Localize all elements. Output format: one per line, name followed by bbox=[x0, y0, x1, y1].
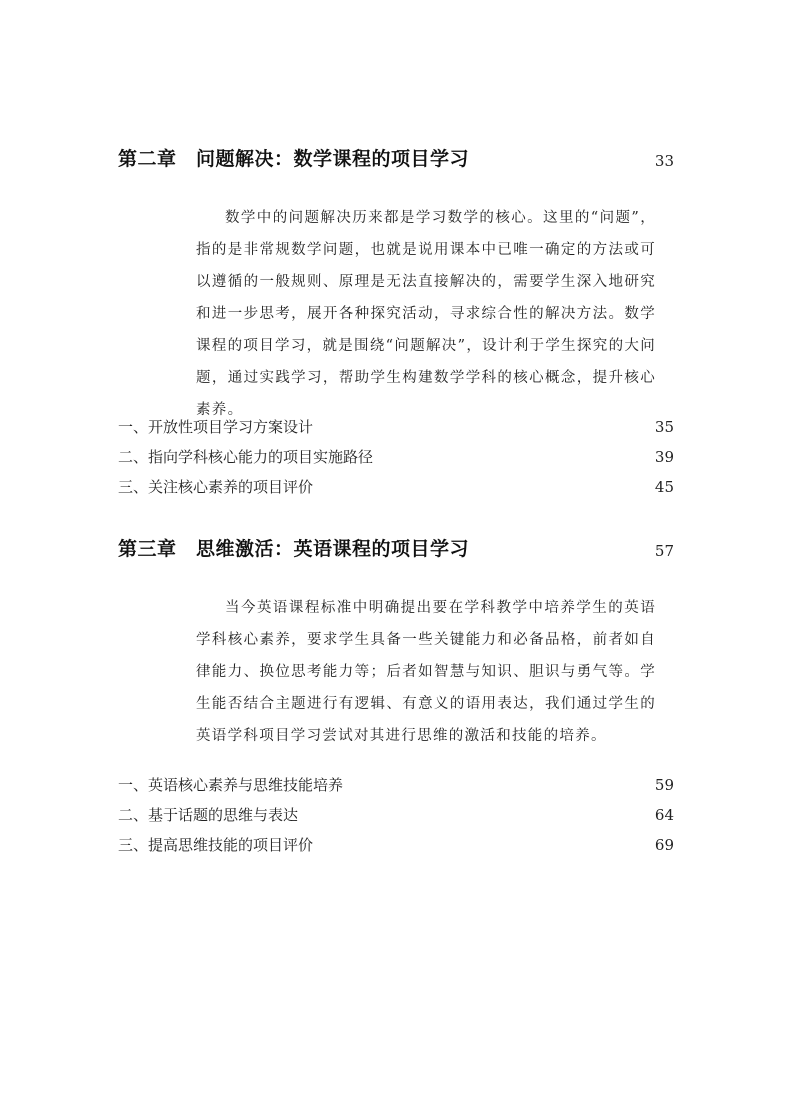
toc-entry-label: 一、开放性项目学习方案设计 bbox=[118, 418, 314, 436]
chapter-abstract: 当今英语课程标准中明确提出要在学科教学中培养学生的英语学科核心素养，要求学生具备一些关键能力和必备品格，前者如自律能力、换位思考能力等；后者如智慧与知识、胆识与勇气等。学生能否结合主题进行有逻辑、有意义的语用表达，我们通过学生的英语学科项目学习尝试对其进行思维的激活和技能的培养。 bbox=[196, 600, 656, 744]
toc-entry-label: 二、基于话题的思维与表达 bbox=[118, 806, 299, 824]
toc-entry[interactable] bbox=[118, 472, 674, 502]
toc-entry[interactable] bbox=[118, 412, 674, 442]
chapter-page-number: 33 bbox=[654, 152, 674, 170]
toc-entry-label: 一、英语核心素养与思维技能培养 bbox=[118, 776, 344, 794]
section-list bbox=[118, 770, 674, 860]
toc-entry-page: 45 bbox=[654, 478, 674, 496]
toc-entry-label: 三、提高思维技能的项目评价 bbox=[118, 836, 314, 854]
chapter-page-number: 57 bbox=[654, 542, 674, 560]
toc-entry[interactable] bbox=[118, 830, 674, 860]
section-list bbox=[118, 412, 674, 502]
toc-entry-page: 39 bbox=[654, 448, 674, 466]
toc-entry-label: 二、指向学科核心能力的项目实施路径 bbox=[118, 448, 374, 466]
chapter-abstract: 数学中的问题解决历来都是学习数学的核心。这里的“问题”，指的是非常规数学问题，也就是说用课本中已唯一确定的方法或可以遵循的一般规则、原理是无法直接解决的，需要学生深入地研究和进一步思考，展开各种探究活动，寻求综合性的解决方法。数学课程的项目学习，就是围绕“问题解决”，设计利于学生探究的大问题，通过实践学习，帮助学生构建数学学科的核心概念，提升核心素养。 bbox=[196, 210, 656, 418]
chapter-title: 第三章 思维激活：英语课程的项目学习 bbox=[118, 538, 470, 560]
chapter-3 bbox=[118, 534, 674, 854]
chapter-title: 第二章 问题解决：数学课程的项目学习 bbox=[118, 148, 470, 170]
chapter-heading bbox=[118, 144, 674, 174]
toc-entry[interactable] bbox=[118, 442, 674, 472]
chapter-2 bbox=[118, 144, 674, 496]
toc-entry-page: 64 bbox=[654, 806, 674, 824]
toc-entry-page: 69 bbox=[654, 836, 674, 854]
toc-entry-page: 59 bbox=[654, 776, 674, 794]
chapter-heading bbox=[118, 534, 674, 564]
toc-entry[interactable] bbox=[118, 770, 674, 800]
toc-entry-page: 35 bbox=[654, 418, 674, 436]
toc-entry[interactable] bbox=[118, 800, 674, 830]
toc-entry-label: 三、关注核心素养的项目评价 bbox=[118, 478, 314, 496]
